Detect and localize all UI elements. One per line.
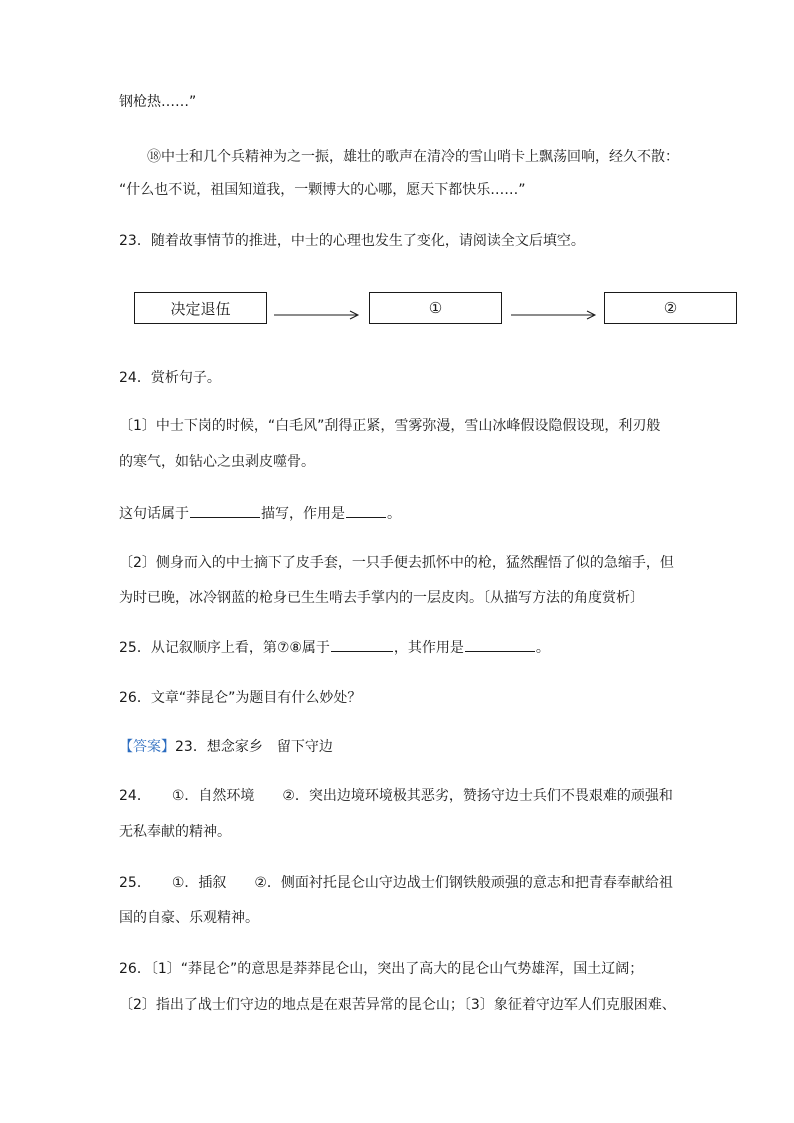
flow-arrow-icon	[509, 308, 601, 322]
answer-24: 无私奉献的精神。	[119, 824, 231, 840]
answer-25: 25． ①．插叙 ②．侧面衬托昆仑山守边战士们钢铁般顽强的意志和把青春奉献给祖	[119, 875, 673, 891]
fill-text: 25．从记叙顺序上看，第⑦⑧属于	[119, 640, 330, 656]
answer-26: 〔2〕指出了战士们守边的地点是在艰苦异常的昆仑山；〔3〕象征着守边军人们克服困难、	[119, 997, 676, 1013]
flow-box-label: 决定退伍	[170, 299, 231, 318]
text-line: “什么也不说，祖国知道我，一颗博大的心哪，愿天下都快乐……”	[119, 182, 526, 198]
flow-box-label: ①	[428, 299, 443, 317]
fill-text: 描写，作用是	[261, 506, 345, 522]
question-24-1: 〔1〕中士下岗的时候，“白毛风”刮得正紧，雪雾弥漫，雪山冰峰假设隐假设现，利刃般	[119, 418, 661, 434]
answer-blank	[331, 637, 393, 652]
question-23: 23．随着故事情节的推进，中士的心理也发生了变化，请阅读全文后填空。	[119, 233, 585, 249]
flow-box-quit	[134, 292, 267, 324]
question-24: 24．赏析句子。	[119, 370, 221, 386]
flow-box-blank-2	[604, 292, 737, 324]
question-24-fill	[119, 503, 401, 524]
fill-text: 这句话属于	[119, 506, 189, 522]
question-24-2: 为时已晚，冰冷钢蓝的枪身已生生啃去手掌内的一层皮肉。〔从描写方法的角度赏析〕	[119, 590, 644, 606]
answer-tag: 【答案】	[119, 739, 175, 755]
answer-text: 23．想念家乡 留下守边	[175, 739, 333, 755]
flow-box-label: ②	[663, 299, 678, 317]
question-24-2: 〔2〕侧身而入的中士摘下了皮手套，一只手便去抓怀中的枪，猛然醒悟了似的急缩手，但	[119, 555, 674, 571]
answer-26: 26．〔1〕“莽昆仑”的意思是莽莽昆仑山，突出了高大的昆仑山气势雄浑，国土辽阔；	[119, 961, 644, 977]
question-24-1: 的寒气，如钻心之虫剥皮噬骨。	[119, 454, 315, 470]
answer-23	[119, 737, 333, 757]
paragraph-18: ⑱中士和几个兵精神为之一振，雄壮的歌声在清冷的雪山哨卡上飘荡回响，经久不散：	[147, 149, 679, 165]
question-26: 26．文章“莽昆仑”为题目有什么妙处？	[119, 690, 362, 706]
fill-text: ，其作用是	[393, 640, 464, 656]
answer-blank	[190, 503, 260, 518]
answer-25: 国的自豪、乐观精神。	[119, 910, 259, 926]
text-line: 钢枪热……”	[119, 94, 197, 110]
answer-24: 24． ①．自然环境 ②．突出边境环境极其恶劣，赞扬守边士兵们不畏艰难的顽强和	[119, 788, 673, 804]
answer-blank	[346, 503, 386, 518]
answer-blank	[465, 637, 535, 652]
fill-text: 。	[535, 640, 550, 656]
question-25	[119, 637, 550, 658]
flow-box-blank-1	[369, 292, 502, 324]
fill-text: 。	[387, 506, 401, 522]
flow-arrow-icon	[272, 308, 364, 322]
